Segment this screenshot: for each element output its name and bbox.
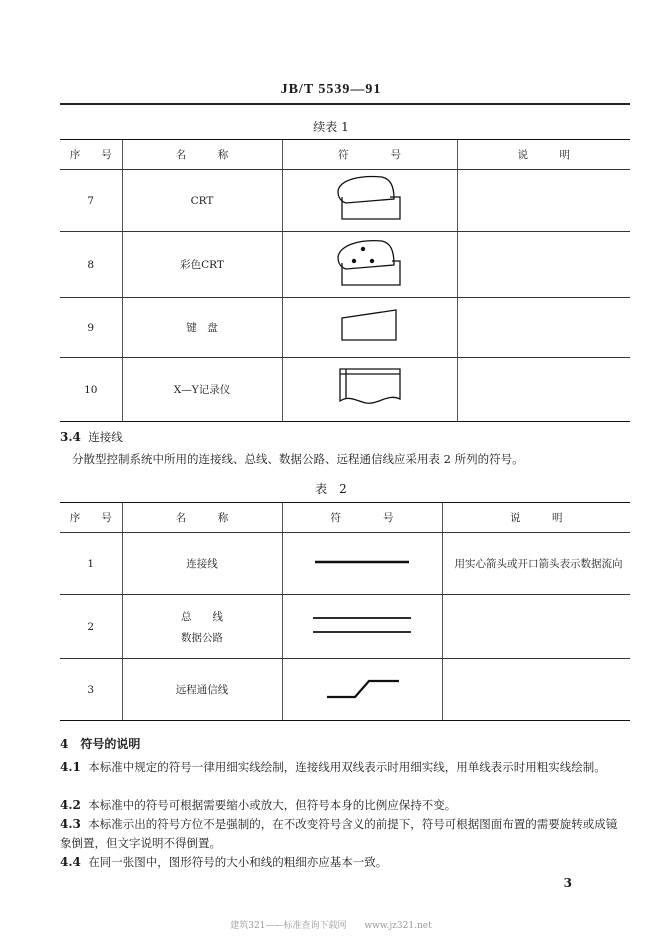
row-name-line-2: 数据公路 — [181, 631, 223, 644]
row-number: 9 — [60, 298, 122, 358]
row-symbol — [282, 170, 457, 232]
column-header-symbol: 符 号 — [282, 503, 442, 533]
section-item-4-2 — [60, 796, 620, 815]
row-description: 用实心箭头或开口箭头表示数据流向 — [442, 533, 630, 595]
column-header-symbol: 符 号 — [282, 140, 457, 170]
row-name-line-1: 总 线 — [181, 610, 223, 623]
row-number: 10 — [60, 358, 122, 422]
keyboard-icon — [330, 304, 410, 348]
row-symbol — [282, 659, 442, 721]
item-number: 4.3 — [60, 817, 81, 831]
section-item-4-3 — [60, 815, 620, 853]
row-name: 连接线 — [122, 533, 282, 595]
table-row — [60, 298, 630, 358]
row-name: 键 盘 — [122, 298, 282, 358]
column-header-description: 说 明 — [442, 503, 630, 533]
table-row — [60, 533, 630, 595]
table2 — [60, 502, 630, 721]
table2-caption: 表 2 — [315, 482, 347, 496]
table1 — [60, 139, 630, 422]
section-item-4-4 — [60, 853, 620, 872]
table-row — [60, 659, 630, 721]
column-header-number: 序 号 — [60, 503, 122, 533]
row-symbol — [282, 298, 457, 358]
row-name — [122, 595, 282, 659]
column-header-description: 说 明 — [457, 140, 630, 170]
row-symbol — [282, 595, 442, 659]
color-crt-display-icon — [330, 235, 410, 291]
item-text: 本标准示出的符号方位不是强制的，在不改变符号含义的前提下，符号可根据图面布置的需要旋转或成镜象倒置，但文字说明不得倒置。 — [60, 817, 618, 850]
bus-double-line-icon — [307, 610, 417, 640]
row-description — [457, 232, 630, 298]
row-number: 7 — [60, 170, 122, 232]
row-number: 8 — [60, 232, 122, 298]
row-symbol — [282, 358, 457, 422]
column-header-name: 名 称 — [122, 503, 282, 533]
table-row — [60, 595, 630, 659]
row-name: 彩色CRT — [122, 232, 282, 298]
section-3-4-text: 分散型控制系统中所用的连接线、总线、数据公路、远程通信线应采用表 2 所列的符号。 — [72, 452, 524, 466]
page-number: 3 — [563, 876, 572, 890]
item-number: 4.1 — [60, 760, 81, 774]
row-symbol — [282, 533, 442, 595]
row-description — [442, 595, 630, 659]
column-header-name: 名 称 — [122, 140, 282, 170]
table-row — [60, 232, 630, 298]
connection-line-icon — [307, 552, 417, 572]
item-text: 在同一张图中，图形符号的大小和线的粗细亦应基本一致。 — [88, 855, 388, 869]
section-number: 3.4 — [60, 430, 81, 444]
row-description — [457, 298, 630, 358]
footer-watermark: 建筑321——标准查询下载网 www.jz321.net — [230, 921, 432, 931]
row-symbol — [282, 232, 457, 298]
table1-caption: 续表 1 — [313, 120, 349, 134]
item-text: 本标准中规定的符号一律用细实线绘制，连接线用双线表示时用细实线，用单线表示时用粗实线绘制。 — [88, 760, 606, 774]
row-description — [457, 358, 630, 422]
row-name: X—Y记录仪 — [122, 358, 282, 422]
row-name: 远程通信线 — [122, 659, 282, 721]
header-rule — [60, 103, 630, 105]
remote-communication-line-icon — [307, 673, 417, 703]
xy-recorder-icon — [330, 363, 410, 413]
section-4-heading: 4 符号的说明 — [60, 737, 141, 751]
row-description — [442, 659, 630, 721]
document-header: JB/T 5539—91 — [280, 82, 382, 97]
table-row — [60, 358, 630, 422]
row-description — [457, 170, 630, 232]
row-name: CRT — [122, 170, 282, 232]
item-number: 4.4 — [60, 855, 81, 869]
section-title: 连接线 — [88, 430, 123, 444]
crt-display-icon — [330, 173, 410, 225]
table-row — [60, 170, 630, 232]
row-number: 1 — [60, 533, 122, 595]
row-number: 3 — [60, 659, 122, 721]
section-item-4-1 — [60, 758, 620, 777]
item-number: 4.2 — [60, 798, 81, 812]
section-3-4-heading — [60, 428, 620, 447]
row-number: 2 — [60, 595, 122, 659]
item-text: 本标准中的符号可根据需要缩小或放大，但符号本身的比例应保持不变。 — [88, 798, 457, 812]
column-header-number: 序 号 — [60, 140, 122, 170]
